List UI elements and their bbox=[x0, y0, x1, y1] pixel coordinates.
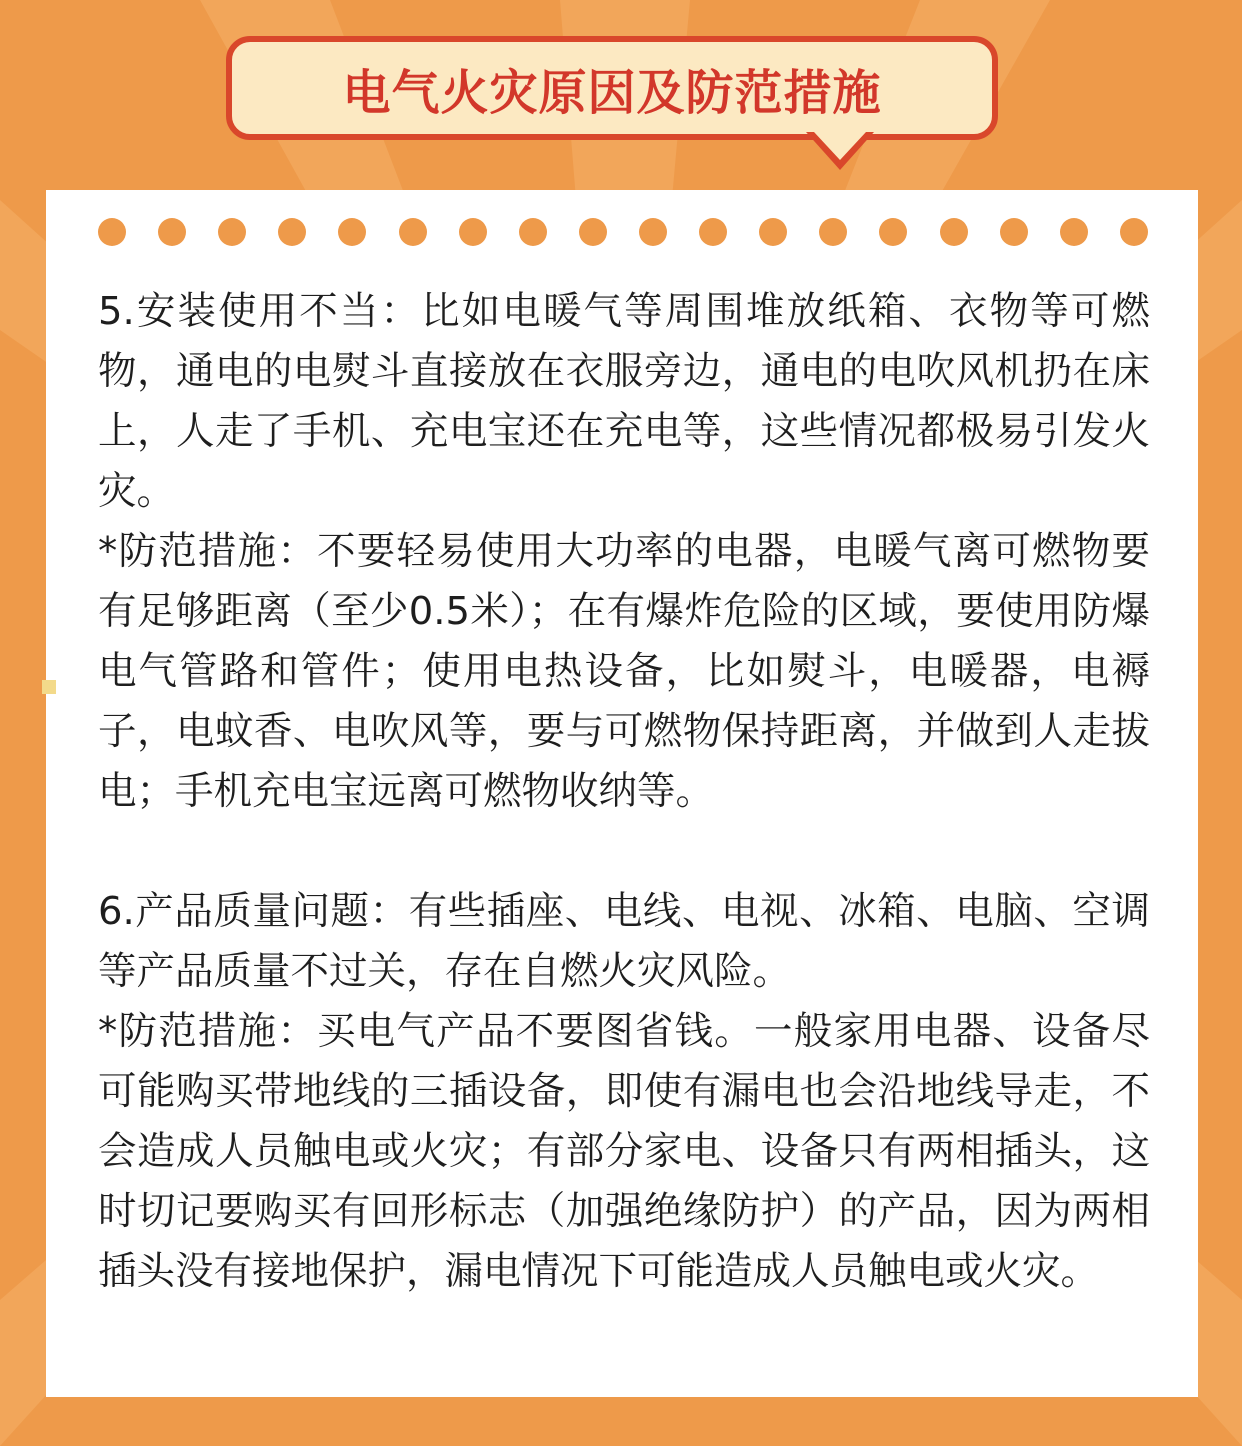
side-marker bbox=[42, 680, 56, 694]
decor-dot bbox=[218, 218, 246, 246]
decor-dot bbox=[940, 218, 968, 246]
section-6-measure: *防范措施：买电气产品不要图省钱。一般家用电器、设备尽可能购买带地线的三插设备，即使有漏电也会沿地线导走，不会造成人员触电或火灾；有部分家电、设备只有两相插头，这时切记要购买有回形标志（加强绝缘防护）的产品，因为两相插头没有接地保护，漏电情况下可能造成人员触电或火灾。 bbox=[98, 1009, 1150, 1294]
section-5-measure: *防范措施：不要轻易使用大功率的电器，电暖气离可燃物要有足够距离（至少0.5米）；在有爆炸危险的区域，要使用防爆电气管路和管件；使用电热设备，比如熨斗，电暖器，电褥子，电蚊香、电吹风等，要与可燃物保持距离，并做到人走拔电；手机充电宝远离可燃物收纳等。 bbox=[98, 529, 1150, 814]
section-5 bbox=[98, 282, 1150, 822]
title-badge bbox=[226, 36, 998, 140]
decor-dot bbox=[1000, 218, 1028, 246]
decor-dot bbox=[759, 218, 787, 246]
decor-dot bbox=[519, 218, 547, 246]
decor-dot bbox=[819, 218, 847, 246]
dot-row bbox=[98, 218, 1148, 246]
decor-dot bbox=[1060, 218, 1088, 246]
decor-dot bbox=[639, 218, 667, 246]
decor-dot bbox=[399, 218, 427, 246]
decor-dot bbox=[278, 218, 306, 246]
decor-dot bbox=[158, 218, 186, 246]
section-5-cause: 5.安装使用不当：比如电暖气等周围堆放纸箱、衣物等可燃物，通电的电熨斗直接放在衣服旁边，通电的电吹风机扔在床上，人走了手机、充电宝还在充电等，这些情况都极易引发火灾。 bbox=[98, 289, 1150, 514]
title-pointer-fill bbox=[814, 132, 866, 160]
section-6 bbox=[98, 882, 1150, 1302]
decor-dot bbox=[1120, 218, 1148, 246]
section-6-cause: 6.产品质量问题：有些插座、电线、电视、冰箱、电脑、空调等产品质量不过关，存在自燃火灾风险。 bbox=[98, 889, 1150, 994]
decor-dot bbox=[459, 218, 487, 246]
decor-dot bbox=[98, 218, 126, 246]
page-title: 电气火灾原因及防范措施 bbox=[342, 64, 882, 121]
decor-dot bbox=[338, 218, 366, 246]
content-card bbox=[46, 190, 1198, 1397]
decor-dot bbox=[699, 218, 727, 246]
decor-dot bbox=[579, 218, 607, 246]
decor-dot bbox=[879, 218, 907, 246]
title-banner bbox=[226, 36, 998, 140]
